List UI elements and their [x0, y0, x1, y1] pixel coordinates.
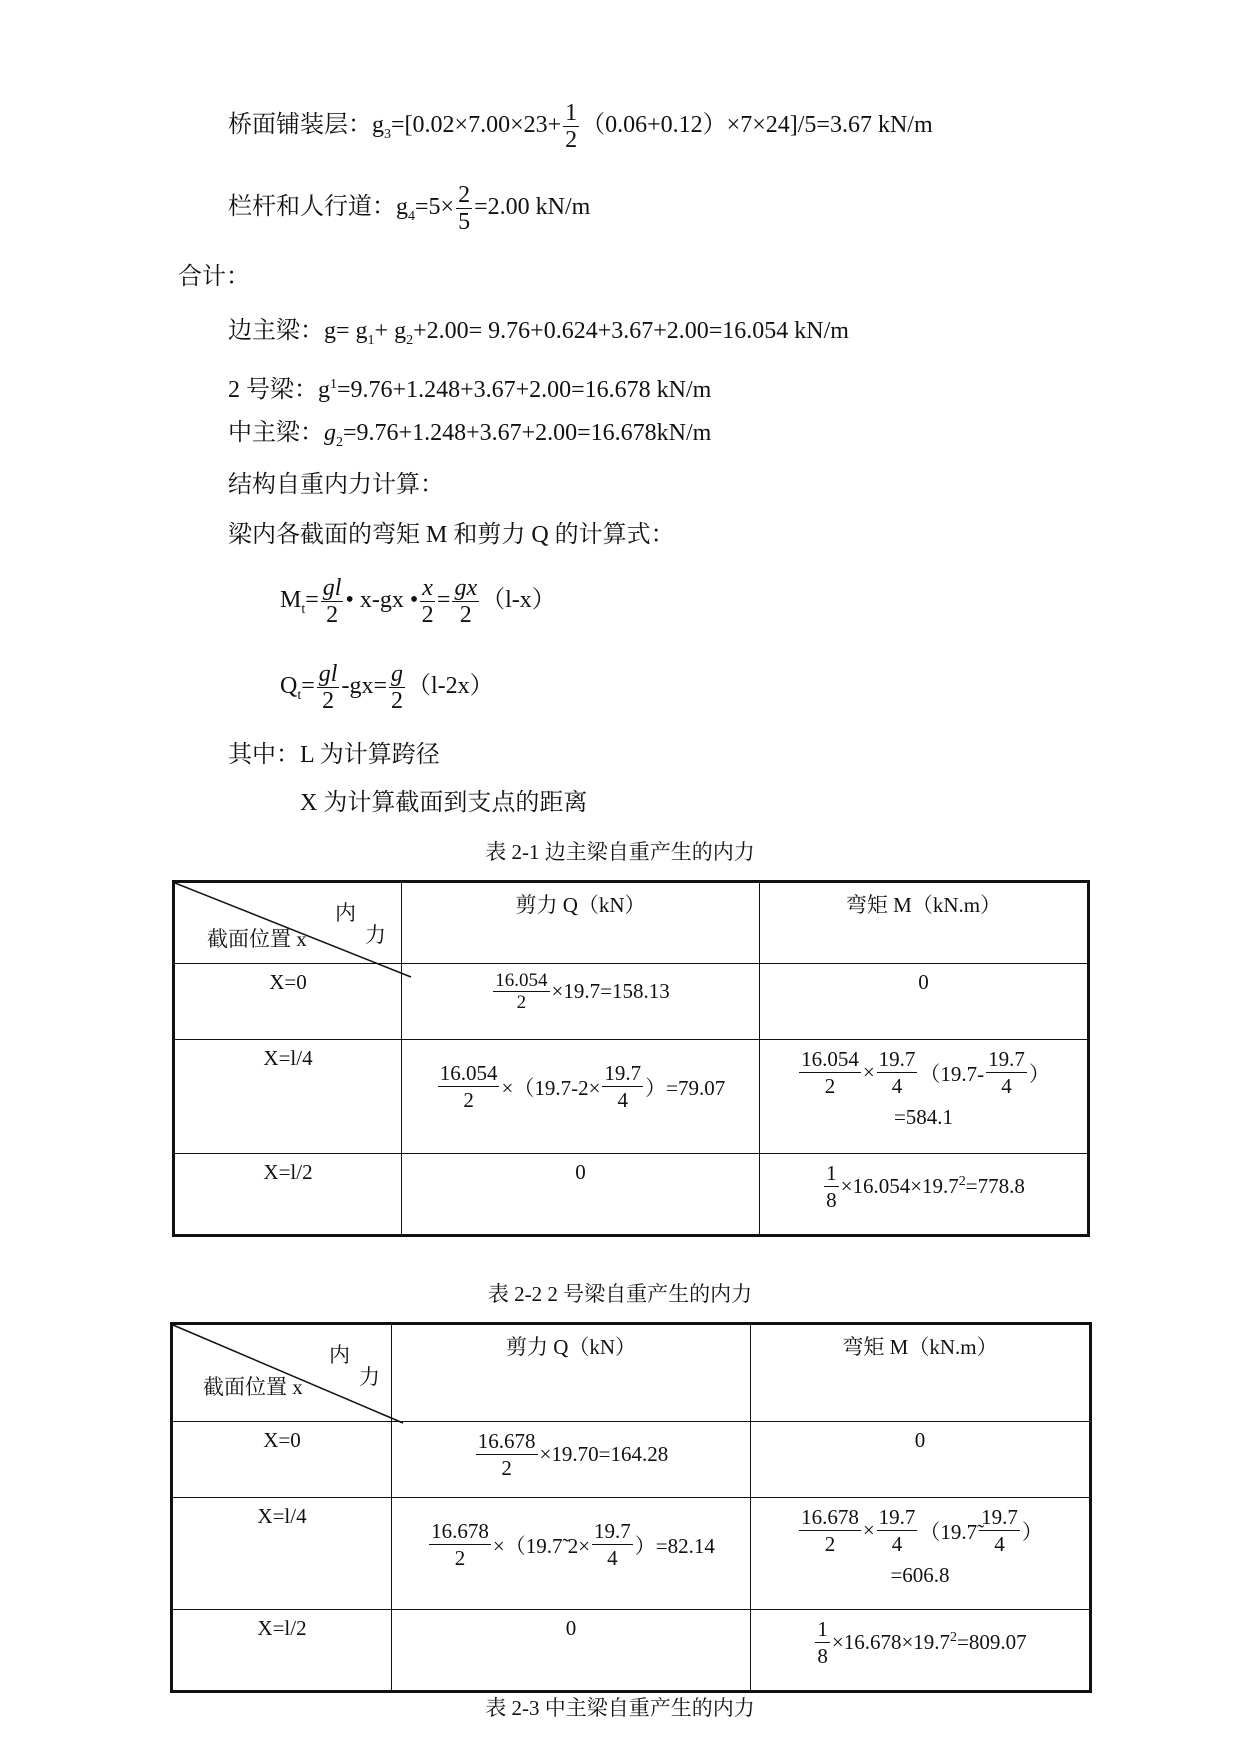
fraction — [815, 1616, 830, 1669]
paving-label: 桥面铺装层： — [228, 112, 372, 139]
formula-part — [841, 1174, 1025, 1199]
numerator: 19.7 — [878, 1047, 916, 1071]
denominator: 2 — [390, 687, 403, 714]
fraction — [877, 1046, 918, 1099]
formula-part — [832, 1630, 1027, 1655]
formula-part: ） — [1028, 1061, 1050, 1086]
numerator: x — [422, 574, 433, 601]
formula-part: =778.8 — [965, 1174, 1025, 1198]
total-heading: 合计： — [178, 264, 250, 290]
moment-result: =584.1 — [893, 1105, 954, 1129]
numerator: 16.054 — [801, 1047, 859, 1071]
col-moment: 弯矩 M（kN.m） — [751, 1324, 1091, 1422]
denominator: 2 — [565, 127, 578, 153]
shear-formula — [280, 656, 494, 726]
subscript: 2 — [336, 434, 343, 450]
moment-x0: 0 — [751, 1422, 1091, 1498]
mid-beam-line — [228, 418, 711, 458]
formula-part: +2.00= 9.76+0.624+3.67+2.00=16.054 kN/m — [413, 318, 849, 344]
fraction — [389, 661, 405, 714]
moment-xl4 — [751, 1498, 1091, 1610]
table1 — [172, 880, 1090, 1237]
formula-part: ×19.7=158.13 — [551, 979, 670, 1003]
numerator: 19.7 — [604, 1061, 642, 1085]
denominator: 2 — [516, 992, 527, 1013]
formula-part: • x-gx • — [345, 587, 419, 613]
formula-part: × — [862, 1060, 875, 1084]
moment-x0: 0 — [760, 964, 1089, 1040]
formula-part: =[0.02×7.00×23+ — [391, 112, 562, 139]
denominator: 8 — [817, 1644, 828, 1668]
railing-label: 栏杆和人行道： — [228, 194, 396, 221]
col-shear: 剪力 Q（kN） — [402, 882, 760, 964]
numerator: 2 — [458, 182, 471, 208]
equals: = — [436, 587, 451, 613]
denominator: 5 — [458, 209, 471, 235]
fraction — [602, 1060, 643, 1113]
denominator: 2 — [322, 687, 335, 714]
denominator: 4 — [1001, 1074, 1012, 1098]
fraction — [877, 1504, 918, 1557]
denominator: 2 — [463, 1088, 474, 1112]
shear-xl4 — [392, 1498, 751, 1610]
header-position: 截面位置 x — [207, 927, 307, 951]
row-xl2: X=l/2 — [172, 1610, 392, 1692]
fraction — [563, 100, 579, 153]
formula-part: g — [318, 377, 330, 403]
subscript: 4 — [408, 208, 415, 224]
g-symbol: g — [396, 194, 408, 221]
moment-xl2 — [760, 1154, 1089, 1236]
numerator: 1 — [826, 1161, 837, 1185]
formula-part: =809.07 — [957, 1630, 1027, 1654]
subscript: t — [297, 687, 302, 703]
denominator: 2 — [454, 1546, 466, 1570]
g-symbol: g — [372, 112, 384, 139]
header-inner: 内 — [329, 1343, 350, 1367]
formula-part: （0.06+0.12）×7×24]/5=3.67 kN/m — [581, 112, 933, 139]
fraction — [824, 1160, 839, 1213]
formula-part: ×（19.7̃ 2× — [492, 1533, 591, 1558]
header-diagonal-cell — [174, 882, 402, 964]
superscript: 2 — [950, 1630, 958, 1645]
equals: = — [301, 673, 315, 699]
moment-xl4 — [760, 1040, 1089, 1154]
numerator: 19.7 — [878, 1505, 916, 1529]
numerator: g — [390, 660, 403, 687]
formula-part: ）=82.14 — [634, 1533, 715, 1558]
col-shear: 剪力 Q（kN） — [392, 1324, 751, 1422]
fraction — [979, 1504, 1020, 1557]
fraction — [321, 575, 344, 628]
superscript: 2 — [958, 1174, 966, 1189]
fraction — [452, 575, 479, 628]
x-def-line: X 为计算截面到支点的距离 — [300, 790, 588, 816]
fraction — [429, 1518, 491, 1571]
formula-part: -gx= — [341, 673, 387, 699]
denominator: 2 — [326, 601, 339, 628]
fraction — [592, 1518, 633, 1571]
numerator: gl — [322, 574, 342, 601]
formula-part: g= g — [324, 318, 368, 344]
fraction — [456, 182, 472, 235]
railing-line — [228, 182, 590, 235]
formula-part: ） — [1021, 1519, 1043, 1544]
shear-xl2: 0 — [392, 1610, 751, 1692]
denominator: 4 — [617, 1088, 629, 1112]
header-force: 力 — [359, 1365, 380, 1389]
where-line: 其中：L 为计算跨径 — [228, 742, 440, 768]
shear-x0 — [392, 1422, 751, 1498]
beam2-label: 2 号梁： — [228, 377, 318, 403]
numerator: 16.678 — [801, 1505, 859, 1529]
denominator: 2 — [459, 601, 472, 628]
denominator: 2 — [501, 1456, 512, 1480]
numerator: 1 — [817, 1617, 828, 1641]
numerator: gl — [318, 660, 338, 687]
denominator: 4 — [891, 1532, 903, 1556]
edge-beam-label: 边主梁： — [228, 318, 324, 344]
header-position: 截面位置 x — [203, 1375, 303, 1399]
numerator: 19.7 — [988, 1047, 1025, 1071]
equals: = — [305, 587, 319, 613]
denominator: 4 — [607, 1546, 618, 1570]
formula-part: =9.76+1.248+3.67+2.00=16.678kN/m — [343, 420, 712, 446]
numerator: 19.7 — [594, 1519, 631, 1543]
formula-part: ）=79.07 — [645, 1075, 726, 1100]
moment-xl2 — [751, 1610, 1091, 1692]
formula-part: ×16.054×19.7 — [840, 1174, 959, 1198]
row-x0: X=0 — [172, 1422, 392, 1498]
subscript: t — [301, 601, 306, 617]
denominator: 2 — [421, 601, 434, 628]
denominator: 2 — [824, 1074, 836, 1098]
formula-part: ×19.70=164.28 — [539, 1442, 669, 1466]
table3-caption: 表 2-3 中主梁自重产生的内力 — [485, 1696, 755, 1720]
moment-formula — [280, 570, 556, 640]
formula-intro: 梁内各截面的弯矩 M 和剪力 Q 的计算式： — [228, 522, 675, 548]
formula-part: （19.7- — [919, 1061, 985, 1086]
denominator: 4 — [891, 1074, 903, 1098]
fraction — [438, 1060, 500, 1113]
fraction — [799, 1504, 861, 1557]
formula-part: =9.76+1.248+3.67+2.00=16.678 kN/m — [337, 377, 712, 403]
col-moment: 弯矩 M（kN.m） — [760, 882, 1089, 964]
formula-part: （l-2x） — [406, 673, 494, 699]
moment-result: =606.8 — [890, 1563, 950, 1587]
numerator: 16.054 — [495, 970, 548, 991]
numerator: 19.7 — [981, 1505, 1018, 1529]
superscript: 1 — [330, 377, 337, 392]
formula-part: =2.00 kN/m — [474, 194, 591, 221]
edge-beam-line — [228, 316, 849, 356]
header-force: 力 — [365, 923, 386, 947]
numerator: gx — [454, 574, 478, 601]
formula-part: + g — [374, 318, 407, 344]
shear-xl2: 0 — [402, 1154, 760, 1236]
numerator: 16.678 — [477, 1429, 536, 1453]
mid-beam-label: 中主梁： — [228, 420, 324, 446]
fraction — [476, 1428, 538, 1481]
formula-part: ×（19.7-2× — [501, 1075, 601, 1100]
numerator: 1 — [565, 100, 578, 126]
row-xl4: X=l/4 — [174, 1040, 402, 1154]
fraction — [986, 1046, 1027, 1099]
fraction — [420, 575, 435, 628]
formula-part: × — [862, 1518, 875, 1542]
formula-part: （19.7̃ — [919, 1519, 978, 1544]
formula-part: （l-x） — [481, 587, 556, 613]
denominator: 2 — [824, 1532, 836, 1556]
fraction — [317, 661, 340, 714]
denominator: 4 — [994, 1532, 1005, 1556]
denominator: 8 — [826, 1188, 837, 1212]
q-symbol: Q — [280, 673, 298, 699]
subscript: 1 — [367, 332, 375, 348]
row-xl4: X=l/4 — [172, 1498, 392, 1610]
shear-xl4 — [402, 1040, 760, 1154]
numerator: 16.054 — [439, 1061, 498, 1085]
table1-caption: 表 2-1 边主梁自重产生的内力 — [485, 840, 755, 864]
row-xl2: X=l/2 — [174, 1154, 402, 1236]
table2-caption: 表 2-2 2 号梁自重产生的内力 — [487, 1282, 753, 1306]
g-symbol: g — [324, 420, 336, 446]
header-inner: 内 — [335, 901, 356, 925]
section-heading: 结构自重内力计算： — [228, 472, 444, 498]
header-diagonal-cell — [172, 1324, 392, 1422]
formula-part: ×16.678×19.7 — [831, 1630, 951, 1654]
fraction — [493, 970, 549, 1013]
beam2-line — [228, 370, 711, 405]
table2 — [170, 1322, 1092, 1693]
row-x0: X=0 — [174, 964, 402, 1040]
fraction — [799, 1046, 861, 1099]
shear-x0 — [402, 964, 760, 1040]
paving-line — [228, 100, 933, 153]
subscript: 2 — [406, 332, 414, 348]
formula-part: =5× — [415, 194, 455, 221]
subscript: 3 — [384, 126, 391, 142]
m-symbol: M — [280, 587, 302, 613]
numerator: 16.678 — [431, 1519, 489, 1543]
